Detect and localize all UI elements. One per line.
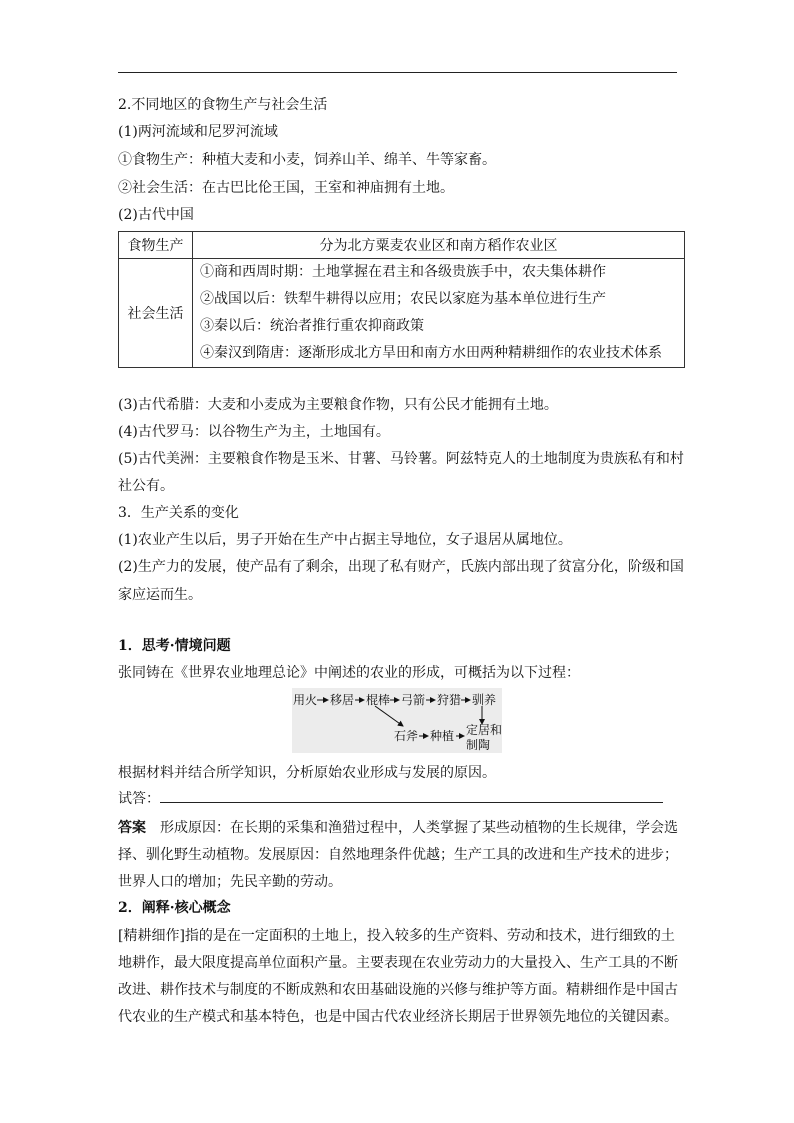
concept-line-2: 地耕作，最大限度提高单位面积产量。主要表现在农业劳动力的大量投入、生产工具的不断 bbox=[118, 955, 678, 971]
section-2-title: 2.不同地区的食物生产与社会生活 bbox=[118, 97, 328, 113]
node-plant: 种植 bbox=[430, 729, 455, 743]
social-line-2: ②战国以后：铁犁牛耕得以应用；农民以家庭为基本单位进行生产 bbox=[200, 291, 606, 307]
agriculture-process-diagram bbox=[292, 688, 502, 753]
node-bow: 弓箭 bbox=[401, 693, 426, 707]
table-label-social: 社会生活 bbox=[119, 259, 193, 368]
node-stone-axe: 石斧 bbox=[394, 729, 419, 743]
relations-paragraph-1: (1)农业产生以后，男子开始在生产中占据主导地位，女子退居从属地位。 bbox=[118, 532, 572, 548]
think-title: 1．思考·情境问题 bbox=[118, 638, 231, 654]
node-domesticate: 驯养 bbox=[472, 693, 497, 707]
social-line-4: ④秦汉到隋唐：逐渐形成北方旱田和南方水田两种精耕细作的农业技术体系 bbox=[200, 345, 662, 361]
think-question: 根据材料并结合所学知识，分析原始农业形成与发展的原因。 bbox=[118, 765, 496, 781]
answer-line-1 bbox=[118, 818, 678, 838]
node-hunt: 狩猎 bbox=[437, 693, 462, 707]
subsection-1: (1)两河流域和尼罗河流域 bbox=[118, 124, 278, 140]
greece-paragraph: (3)古代希腊：大麦和小麦成为主要粮食作物，只有公民才能拥有土地。 bbox=[118, 397, 558, 413]
table-label-food: 食物生产 bbox=[119, 232, 193, 259]
node-fire: 用火 bbox=[293, 693, 318, 707]
section-3-title: 3．生产关系的变化 bbox=[118, 505, 239, 521]
node-club: 棍棒 bbox=[366, 693, 391, 707]
answer-label: 答案 bbox=[118, 820, 146, 836]
node-settle-line2: 制陶 bbox=[466, 738, 491, 752]
concept-line-3: 改进、耕作技术与制度的不断成熟和农田基础设施的兴修与维护等方面。精耕细作是中国古 bbox=[118, 982, 678, 998]
table-social-lines bbox=[193, 259, 685, 368]
node-migrate: 移居 bbox=[330, 693, 355, 707]
food-production-item: ①食物生产：种植大麦和小麦，饲养山羊、绵羊、牛等家畜。 bbox=[118, 152, 496, 168]
america-paragraph-line2: 社公有。 bbox=[118, 478, 174, 494]
answer-input-line[interactable] bbox=[160, 802, 663, 803]
answer-line-3: 世界人口的增加；先民辛勤的劳动。 bbox=[118, 874, 342, 890]
answer-prompt: 试答： bbox=[118, 791, 160, 807]
node-settle-line1: 定居和 bbox=[466, 723, 503, 737]
concept-title: 2．阐释·核心概念 bbox=[118, 900, 231, 916]
answer-line-2: 择、驯化野生动植物。发展原因：自然地理条件优越；生产工具的改进和生产技术的进步； bbox=[118, 847, 678, 863]
table-value-food: 分为北方粟麦农业区和南方稻作农业区 bbox=[193, 232, 685, 259]
answer-text-1: 形成原因：在长期的采集和渔猎过程中，人类掌握了某些动植物的生长规律，学会选 bbox=[160, 820, 678, 836]
arrow-icon bbox=[375, 706, 403, 726]
ancient-china-table bbox=[118, 231, 685, 368]
relations-paragraph-2-line1: (2)生产力的发展，使产品有了剩余，出现了私有财产，氏族内部出现了贫富分化，阶级和国 bbox=[118, 559, 684, 575]
social-line-1: ①商和西周时期：土地掌握在君主和各级贵族手中，农夫集体耕作 bbox=[200, 264, 606, 280]
header-rule bbox=[118, 72, 677, 73]
social-life-item: ②社会生活：在古巴比伦王国，王室和神庙拥有土地。 bbox=[118, 180, 454, 196]
concept-line-1: [精耕细作]指的是在一定面积的土地上，投入较多的生产资料、劳动和技术，进行细致的土 bbox=[118, 928, 675, 944]
subsection-2: (2)古代中国 bbox=[118, 207, 194, 223]
social-line-3: ③秦以后：统治者推行重农抑商政策 bbox=[200, 318, 424, 334]
think-intro: 张同铸在《世界农业地理总论》中阐述的农业的形成，可概括为以下过程： bbox=[118, 665, 580, 681]
america-paragraph-line1: (5)古代美洲：主要粮食作物是玉米、甘薯、马铃薯。阿兹特克人的土地制度为贵族私有和村 bbox=[118, 451, 684, 467]
relations-paragraph-2-line2: 家应运而生。 bbox=[118, 587, 202, 603]
rome-paragraph: (4)古代罗马：以谷物生产为主，土地国有。 bbox=[118, 424, 390, 440]
concept-line-4: 代农业的生产模式和基本特色，也是中国古代农业经济长期居于世界领先地位的关键因素。 bbox=[118, 1009, 678, 1025]
